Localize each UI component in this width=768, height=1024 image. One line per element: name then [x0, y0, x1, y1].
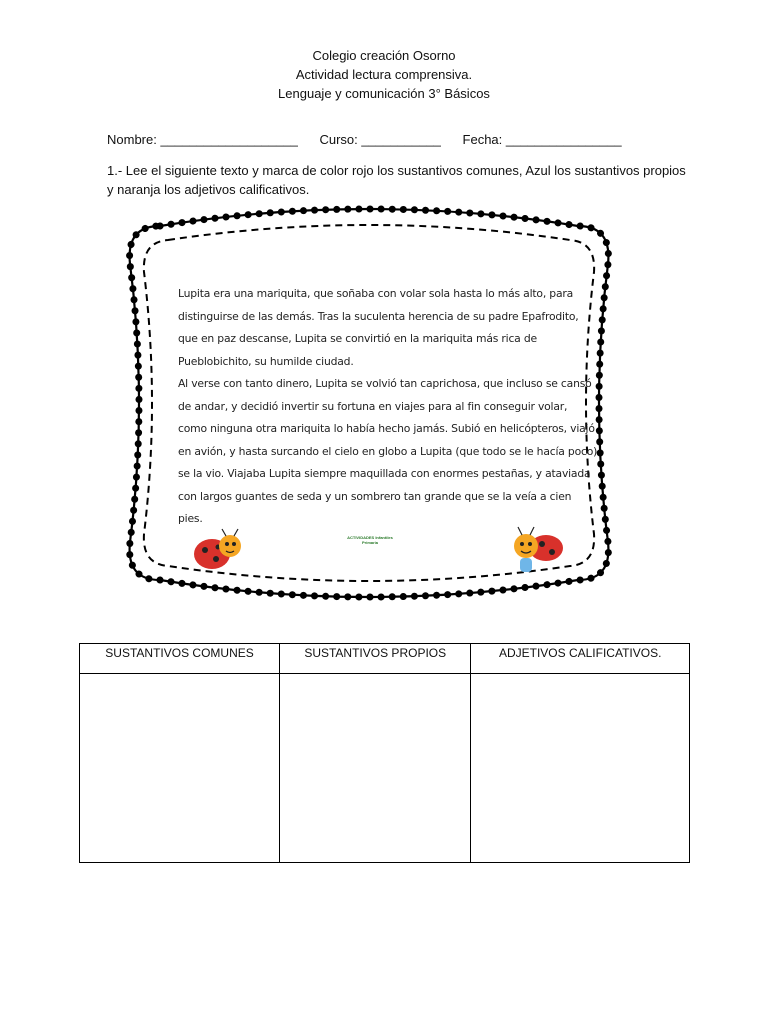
answer-cell-adjectives[interactable]: [471, 674, 690, 863]
student-fields: [107, 132, 640, 147]
story-paragraph: Al verse con tanto dinero, Lupita se volvió tan caprichosa, que incluso se cansó de andar, y decidió invertir su fortuna en viajes para al fin conseguir volar, como ninguna otra mariquita lo había hecho jamás. Subió en helicópteros, viajó en avión, y hasta surcando el cielo en globo a Lupita (que todo se le hacía poco) se la vio. Viajaba Lupita siempre maquillada con enormes pestañas, y ataviada con largos guantes de seda y un sombrero tan grande que se la veía a cien pies.: [178, 377, 598, 525]
header-adjectives: ADJETIVOS CALIFICATIVOS.: [471, 644, 690, 674]
table-header-row: [80, 644, 690, 674]
table-row: [80, 674, 690, 863]
date-field[interactable]: Fecha: ________________: [462, 132, 622, 147]
document-header: [0, 46, 768, 103]
instruction-text: 1.- Lee el siguiente texto y marca de color rojo los sustantivos comunes, Azul los sustantivos propios y naranja los adjetivos calificativos.: [107, 163, 686, 197]
story-paragraph: Lupita era una mariquita, que soñaba con volar sola hasta lo más alto, para distinguirse de las demás. Tras la suculenta herencia de su padre Epafrodito, que en paz descanse, Lupita se convirtió en la mariquita más rica de Pueblobichito, su humilde ciudad.: [178, 287, 579, 368]
answer-cell-proper-nouns[interactable]: [280, 674, 471, 863]
publisher-logo: ACTIVIDADES Infantiles Primaria: [347, 535, 393, 545]
name-field[interactable]: Nombre: ___________________: [107, 132, 298, 147]
story-text: [178, 283, 598, 531]
course-field[interactable]: Curso: ___________: [319, 132, 441, 147]
answer-table: [79, 643, 690, 863]
ladybug-icon: [190, 526, 250, 576]
header-common-nouns: SUSTANTIVOS COMUNES: [80, 644, 280, 674]
subject-title: Lenguaje y comunicación 3° Básicos: [278, 86, 490, 101]
activity-title: Actividad lectura comprensiva.: [295, 67, 473, 82]
answer-cell-common-nouns[interactable]: [80, 674, 280, 863]
header-proper-nouns: SUSTANTIVOS PROPIOS: [280, 644, 471, 674]
school-name: Colegio creación Osorno: [312, 48, 456, 63]
